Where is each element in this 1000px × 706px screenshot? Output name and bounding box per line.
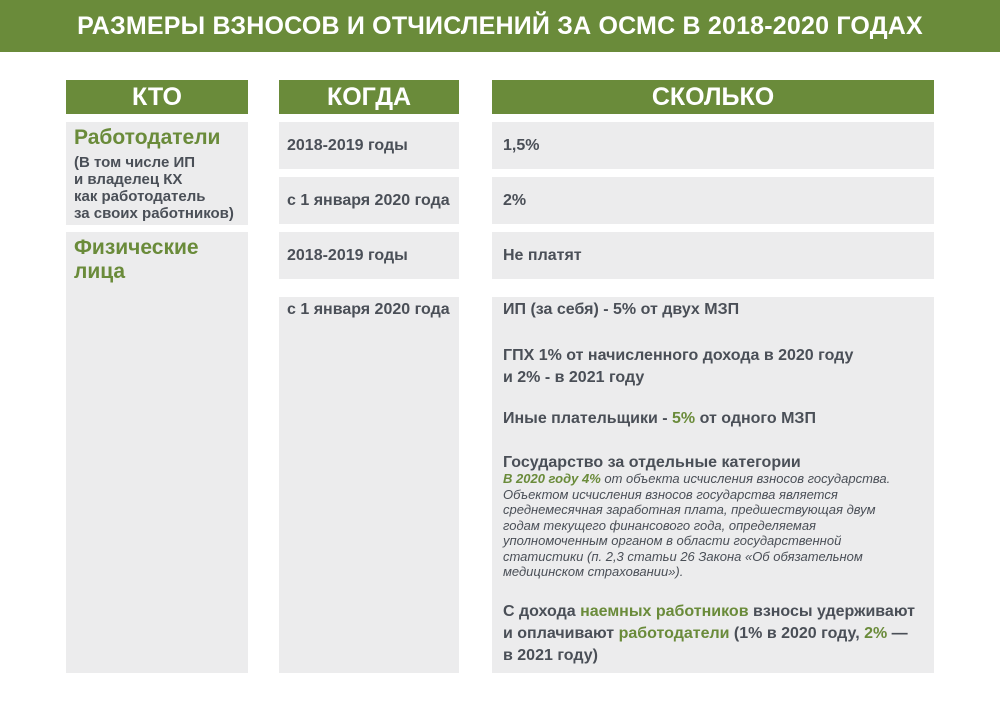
employers-amount-cell-1: [492, 122, 934, 169]
individuals-who-cell: [66, 232, 248, 673]
state-note-line: Объектом исчисления взносов государства является: [503, 486, 838, 502]
state-note-line: медицинском страховании»).: [503, 564, 684, 579]
employers-note-line: за своих работников): [74, 205, 234, 222]
state-title: Государство за отдельные категории: [503, 454, 801, 471]
income-line-2: [503, 623, 915, 645]
income-text: —: [887, 625, 908, 642]
state-note: [503, 471, 890, 580]
income-highlight: наемных работников: [580, 603, 749, 620]
gph-rate: [503, 345, 853, 389]
employers-note-line: (В том числе ИП: [74, 154, 196, 171]
state-note-lead-line: [503, 471, 890, 487]
other-suffix: от одного МЗП: [695, 410, 816, 427]
state-note-line: уполномоченным органом в области государственной: [503, 533, 842, 548]
state-note-line: статистики (п. 2,3 статьи 26 Закона «Об обязательном: [503, 548, 863, 564]
state-note-line: годам текущего финансового года, определяемая: [503, 517, 816, 533]
employers-when-1: 2018-2019 годы: [287, 137, 408, 154]
other-payers-rate: [503, 410, 816, 428]
employers-note: [74, 154, 234, 222]
income-text: (1% в 2020 году,: [729, 625, 865, 642]
individuals-amount-1: Не платят: [503, 247, 582, 264]
header-how-much: СКОЛЬКО: [492, 80, 934, 114]
income-highlight: 2%: [864, 625, 888, 642]
individuals-title: [74, 236, 199, 284]
header-when: КОГДА: [279, 80, 459, 114]
employers-when-2: с 1 января 2020 года: [287, 192, 450, 209]
income-line-1: [503, 601, 915, 623]
income-text: и оплачивают: [503, 625, 619, 642]
header-who: КТО: [66, 80, 248, 114]
gph-line: и 2% - в 2021 году: [503, 369, 645, 386]
state-note-line: среднемесячная заработная плата, предшествующая двум: [503, 502, 876, 517]
income-line-3: в 2021 году): [503, 647, 598, 664]
employers-amount-1: 1,5%: [503, 137, 540, 154]
income-highlight: работодатели: [618, 625, 730, 642]
individuals-when-2: с 1 января 2020 года: [287, 301, 450, 318]
employers-title: Работодатели: [74, 126, 221, 149]
employers-note-line: и владелец КХ: [74, 171, 183, 188]
state-lead: В 2020 году 4%: [503, 471, 601, 486]
employers-amount-cell-2: [492, 177, 934, 224]
gph-line: ГПХ 1% от начисленного дохода в 2020 году: [503, 347, 854, 364]
employers-note-line: как работодатель: [74, 188, 206, 205]
employers-amount-2: 2%: [503, 192, 527, 209]
income-text: взносы удерживают: [748, 603, 915, 620]
ip-rate: ИП (за себя) - 5% от двух МЗП: [503, 301, 740, 318]
individuals-when-1: 2018-2019 годы: [287, 247, 408, 264]
individuals-title-line: Физические: [74, 236, 199, 259]
other-pct: 5%: [672, 410, 696, 427]
individuals-title-line: лица: [74, 260, 126, 283]
income-text: С дохода: [503, 603, 581, 620]
other-prefix: Иные плательщики -: [503, 410, 673, 427]
income-note: [503, 601, 915, 667]
page-title: РАЗМЕРЫ ВЗНОСОВ И ОТЧИСЛЕНИЙ ЗА ОСМС В 2018-2020 ГОДАХ: [0, 0, 1000, 52]
individuals-when-cell-2: [279, 297, 459, 673]
state-lead-rest: от объекта исчисления взносов государства.: [600, 471, 891, 486]
